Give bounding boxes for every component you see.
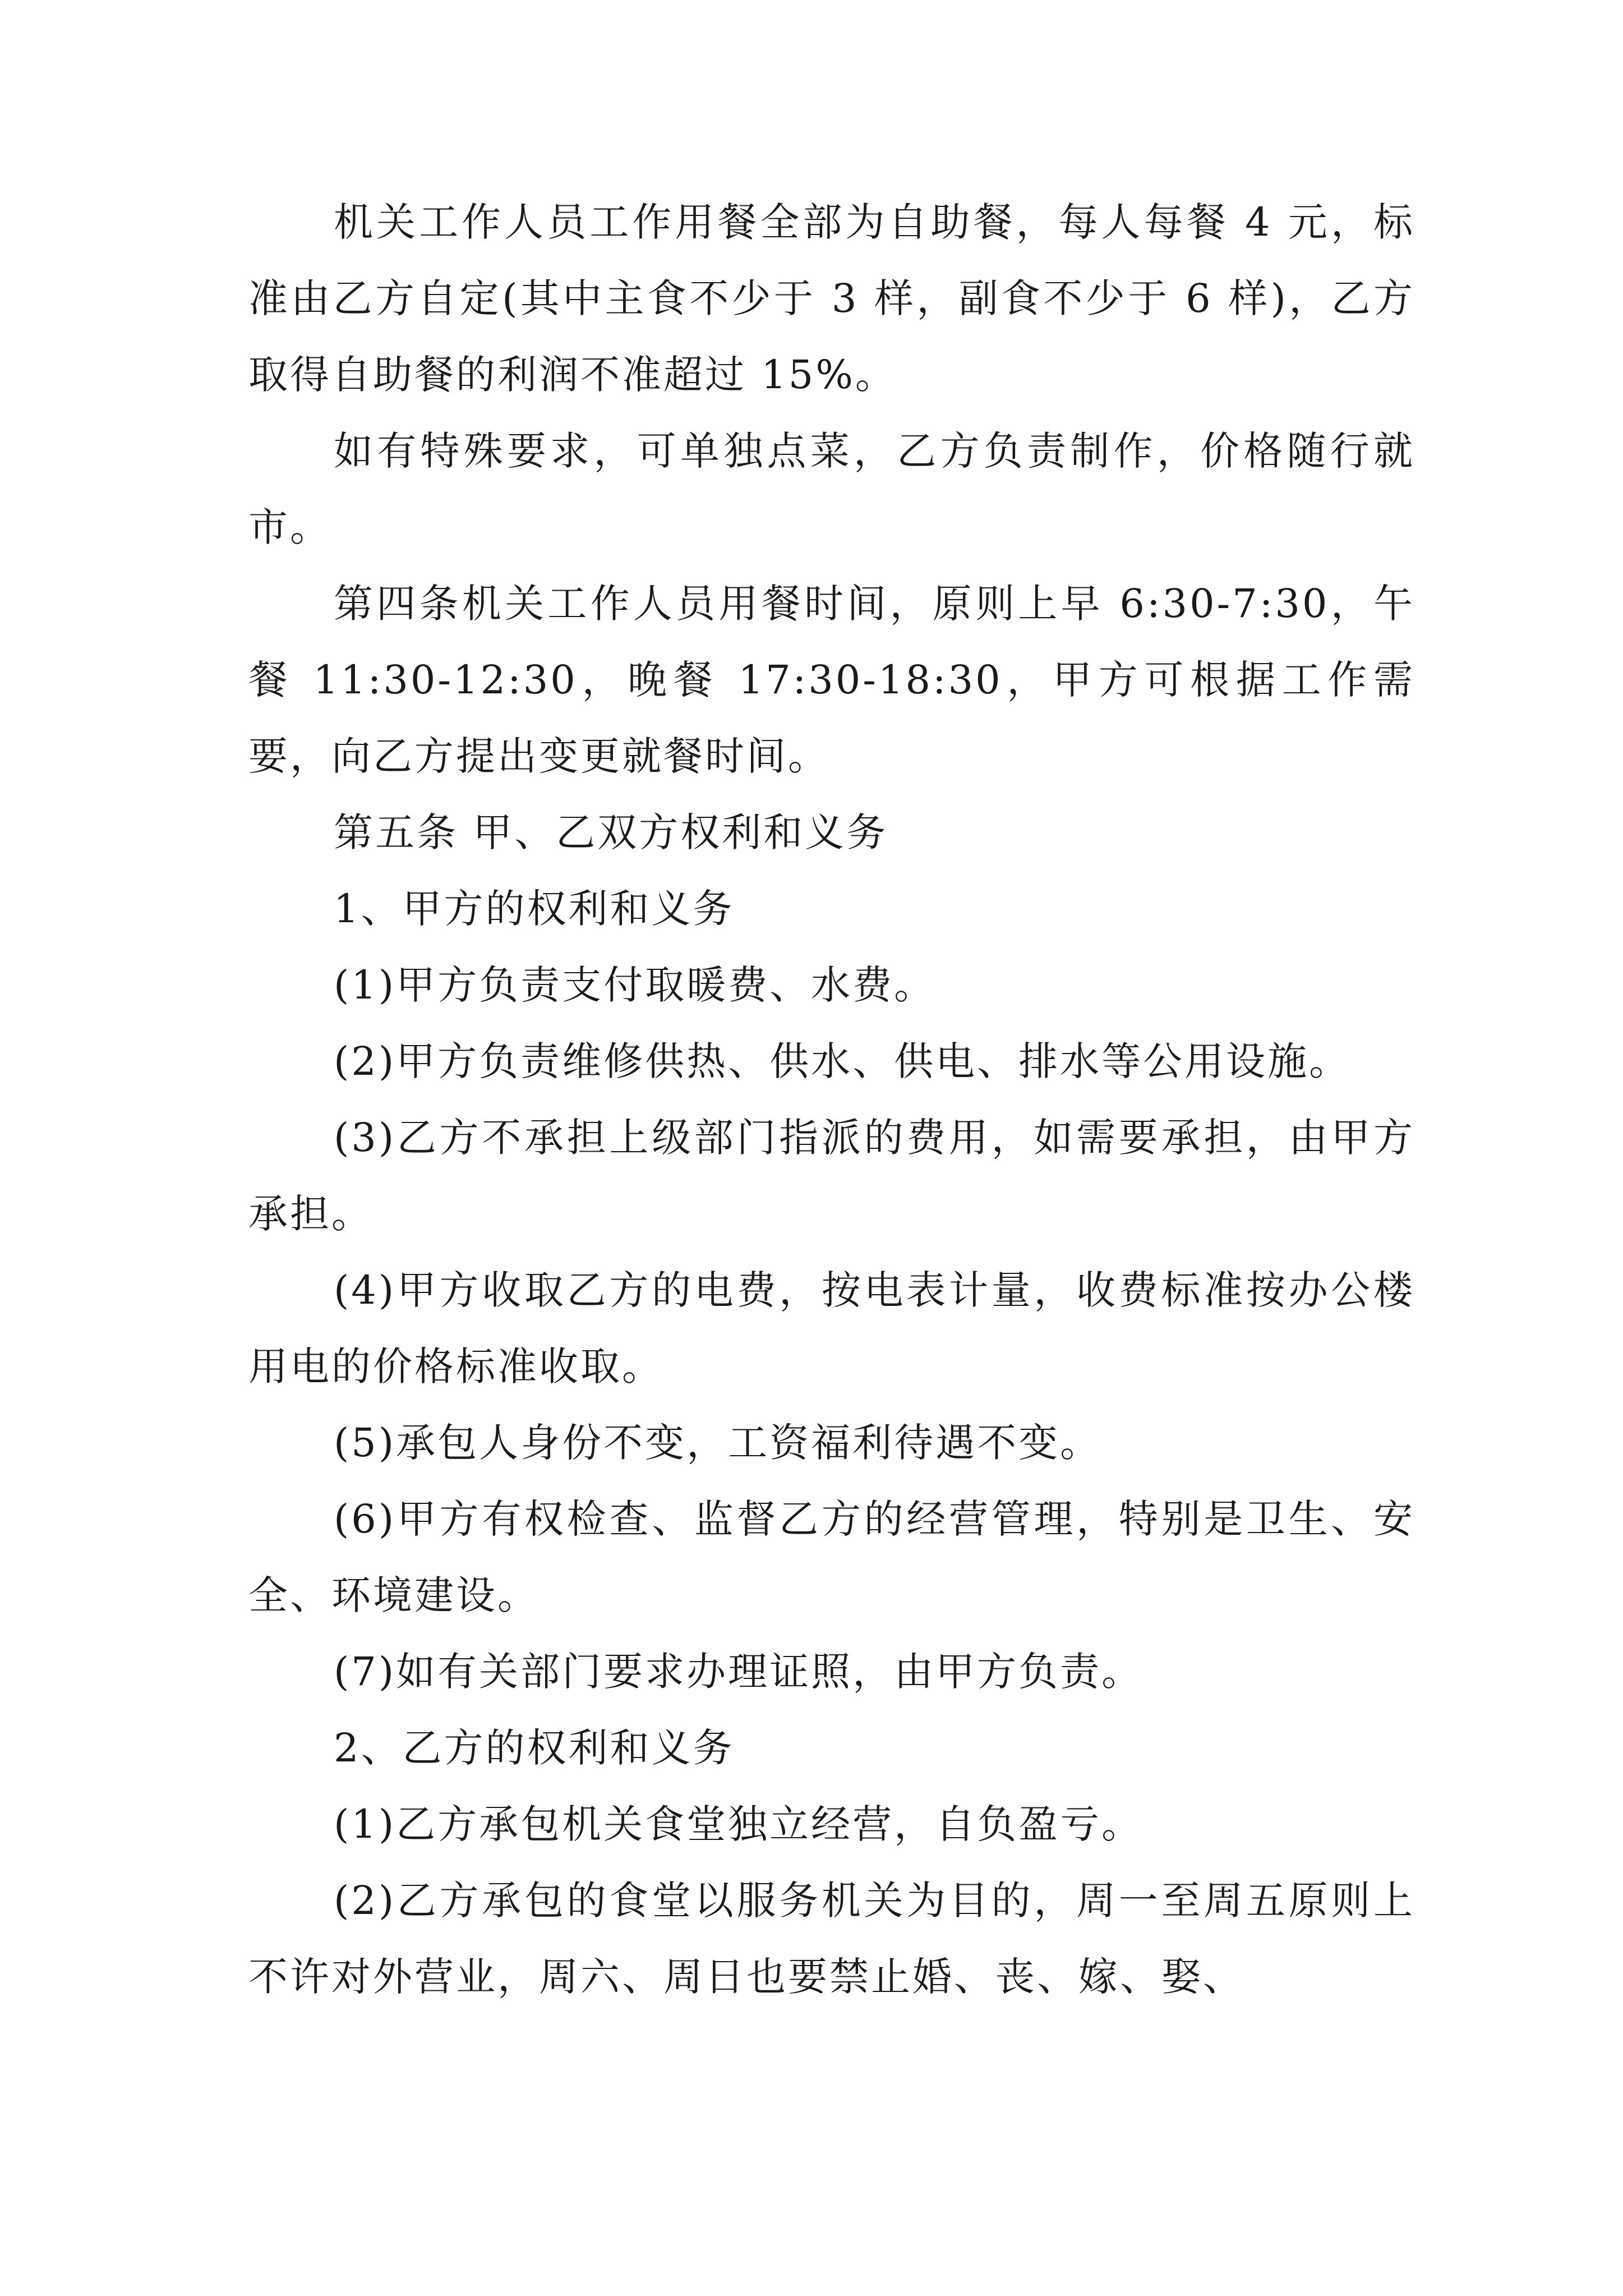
paragraph-special-order: 如有特殊要求，可单独点菜，乙方负责制作，价格随行就市。 bbox=[248, 428, 1415, 550]
list-item-party-a-6: (6)甲方有权检查、监督乙方的经营管理，特别是卫生、安全、环境建设。 bbox=[248, 1496, 1415, 1618]
list-item-party-a-7: (7)如有关部门要求办理证照，由甲方负责。 bbox=[334, 1649, 1144, 1695]
list-item-party-a-1: (1)甲方负责支付取暖费、水费。 bbox=[334, 962, 936, 1008]
subheading-party-b-rights: 2、乙方的权利和义务 bbox=[334, 1725, 735, 1771]
list-item-party-a-2: (2)甲方负责维修供热、供水、供电、排水等公用设施。 bbox=[334, 1038, 1351, 1084]
paragraph-article-4-meal-times: 第四条机关工作人员用餐时间，原则上早 6:30-7:30，午餐 11:30-12:30，晚餐 17:30-18:30，甲方可根据工作需要，向乙方提出变更就餐时间。 bbox=[248, 581, 1415, 779]
list-item-party-b-2: (2)乙方承包的食堂以服务机关为目的，周一至周五原则上不许对外营业，周六、周日也要禁止婚、丧、嫁、娶、 bbox=[248, 1878, 1415, 2000]
list-item-party-a-3: (3)乙方不承担上级部门指派的费用，如需要承担，由甲方承担。 bbox=[248, 1115, 1415, 1237]
list-item-party-b-1: (1)乙方承包机关食堂独立经营，自负盈亏。 bbox=[334, 1801, 1144, 1847]
document-body bbox=[248, 184, 1415, 2015]
list-item-party-a-5: (5)承包人身份不变，工资福利待遇不变。 bbox=[334, 1420, 1102, 1466]
subheading-party-a-rights: 1、甲方的权利和义务 bbox=[334, 886, 735, 932]
list-item-party-a-4: (4)甲方收取乙方的电费，按电表计量，收费标准按办公楼用电的价格标准收取。 bbox=[248, 1267, 1415, 1389]
paragraph-meal-standard: 机关工作人员工作用餐全部为自助餐，每人每餐 4 元，标准由乙方自定(其中主食不少于 3 样，副食不少于 6 样)，乙方取得自助餐的利润不准超过 15%。 bbox=[248, 199, 1415, 398]
heading-article-5: 第五条 甲、乙双方权利和义务 bbox=[334, 809, 888, 855]
